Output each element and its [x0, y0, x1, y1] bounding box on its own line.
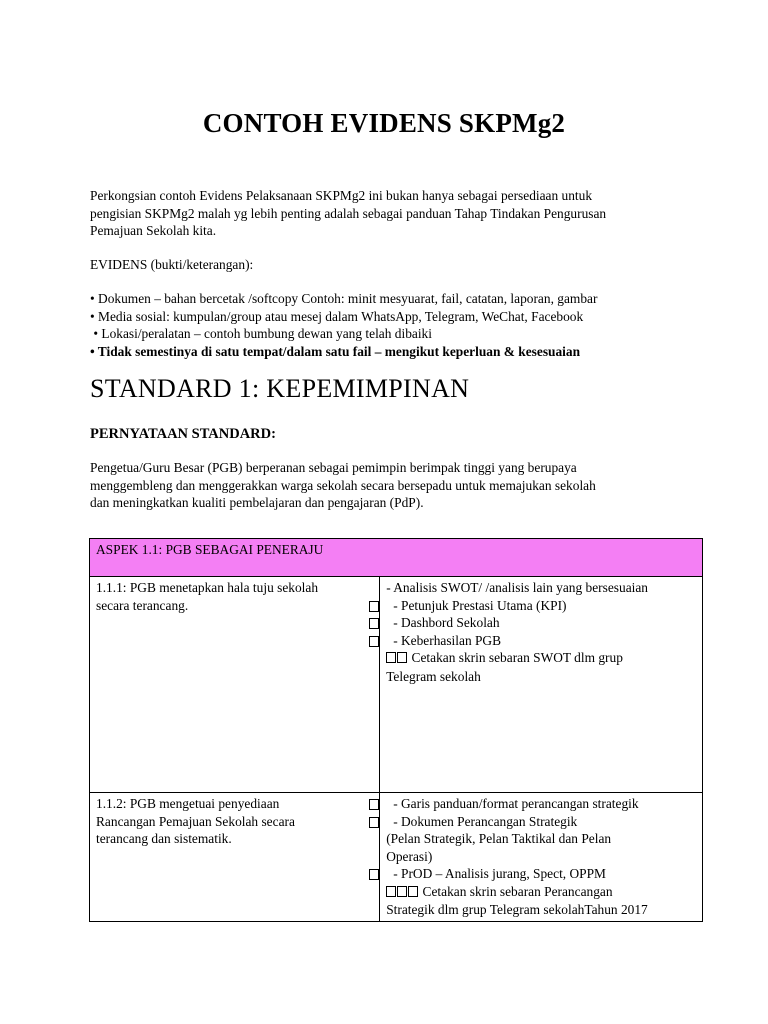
document-title: CONTOH EVIDENS SKPMg2 — [202, 108, 566, 138]
evidence-extra — [386, 883, 696, 902]
checkbox-pair-icon — [386, 650, 408, 668]
standard-heading: STANDARD 1: KEPEMIMPINAN — [90, 374, 470, 403]
evidence-cell — [380, 577, 703, 793]
criteria-line: secara terancang. — [96, 597, 189, 613]
checkbox-triple-icon — [386, 884, 419, 902]
evidence-extra-text: Cetakan skrin sebaran SWOT dlm grup — [411, 650, 623, 665]
aspect-table — [89, 538, 703, 922]
statement-line: Pengetua/Guru Besar (PGB) berperanan sebagai pemimpin berimpak tinggi yang berupaya — [90, 460, 577, 475]
evidence-extra-cont: Strategik dlm grup Telegram sekolahTahun 2017 — [386, 902, 648, 917]
checkbox-icon — [369, 869, 379, 880]
evidence-lead: - Analisis SWOT/ /analisis lain yang bersesuaian — [386, 580, 648, 595]
evidence-item — [386, 614, 696, 632]
statement-line: dan meningkatkan kualiti pembelajaran dan pengajaran (PdP). — [90, 495, 424, 510]
evidence-item-text: - Dashbord Sekolah — [393, 615, 500, 630]
evidence-extra-cont: Telegram sekolah — [386, 668, 481, 684]
checkbox-icon — [369, 618, 379, 629]
evidence-paren-cont: Operasi) — [386, 848, 433, 864]
checkbox-icon — [369, 601, 379, 612]
evidence-item-text: - PrOD – Analisis jurang, Spect, OPPM — [393, 866, 606, 881]
statement-label: PERNYATAAN STANDARD: — [90, 426, 276, 442]
criteria-line: 1.1.2: PGB mengetuai penyediaan — [96, 796, 280, 811]
evidence-item — [386, 865, 696, 883]
evidence-item — [386, 795, 696, 813]
criteria-line: 1.1.1: PGB menetapkan hala tuju sekolah — [96, 580, 319, 595]
table-row — [90, 577, 703, 793]
statement-line: menggembleng dan menggerakkan warga sekolah secara bersepadu untuk memajukan sekolah — [90, 477, 596, 493]
table-header-row — [90, 539, 703, 577]
evidence-item — [386, 597, 696, 615]
evidence-extra — [386, 649, 696, 668]
evidence-item — [386, 632, 696, 650]
bullet-item: • Media sosial: kumpulan/group atau mesej dalam WhatsApp, Telegram, WeChat, Facebook — [90, 308, 584, 324]
intro-line: Perkongsian contoh Evidens Pelaksanaan SKPMg2 ini bukan hanya sebagai persediaan untuk — [90, 188, 593, 203]
statement-paragraph — [90, 459, 690, 512]
checkbox-icon — [369, 817, 379, 828]
criteria-line: terancang dan sistematik. — [96, 831, 232, 846]
criteria-cell — [90, 577, 380, 793]
criteria-line: Rancangan Pemajuan Sekolah secara — [96, 813, 295, 829]
evidence-item-text: - Dokumen Perancangan Strategik — [393, 813, 578, 829]
aspect-header-cell — [90, 539, 703, 577]
aspect-header-text: ASPEK 1.1: PGB SEBAGAI PENERAJU — [96, 542, 324, 557]
intro-line: pengisian SKPMg2 malah yg lebih penting adalah sebagai panduan Tahap Tindakan Pengurusan — [90, 205, 607, 221]
evidence-extra-text: Cetakan skrin sebaran Perancangan — [422, 883, 613, 899]
evidens-heading: EVIDENS (bukti/keterangan): — [90, 257, 254, 272]
checkbox-icon — [369, 799, 379, 810]
evidence-cell — [380, 793, 703, 922]
evidence-item — [386, 813, 696, 831]
table-row — [90, 793, 703, 922]
checkbox-icon — [369, 636, 379, 647]
bullet-item: • Dokumen – bahan bercetak /softcopy Contoh: minit mesyuarat, fail, catatan, laporan, gambar — [90, 291, 598, 306]
intro-paragraph — [90, 187, 690, 240]
evidence-item-text: - Petunjuk Prestasi Utama (KPI) — [393, 597, 567, 613]
evidence-item-text: - Keberhasilan PGB — [393, 632, 502, 648]
evidens-bullet-list — [90, 290, 690, 360]
bullet-item: • Lokasi/peralatan – contoh bumbung dewan yang telah dibaiki — [90, 326, 432, 341]
evidence-item-text: - Garis panduan/format perancangan strategik — [393, 796, 639, 811]
intro-line: Pemajuan Sekolah kita. — [90, 223, 217, 238]
criteria-cell — [90, 793, 380, 922]
bullet-item-bold: • Tidak semestinya di satu tempat/dalam satu fail – mengikut keperluan & kesesuaian — [90, 343, 581, 359]
evidence-paren: (Pelan Strategik, Pelan Taktikal dan Pelan — [386, 831, 612, 846]
